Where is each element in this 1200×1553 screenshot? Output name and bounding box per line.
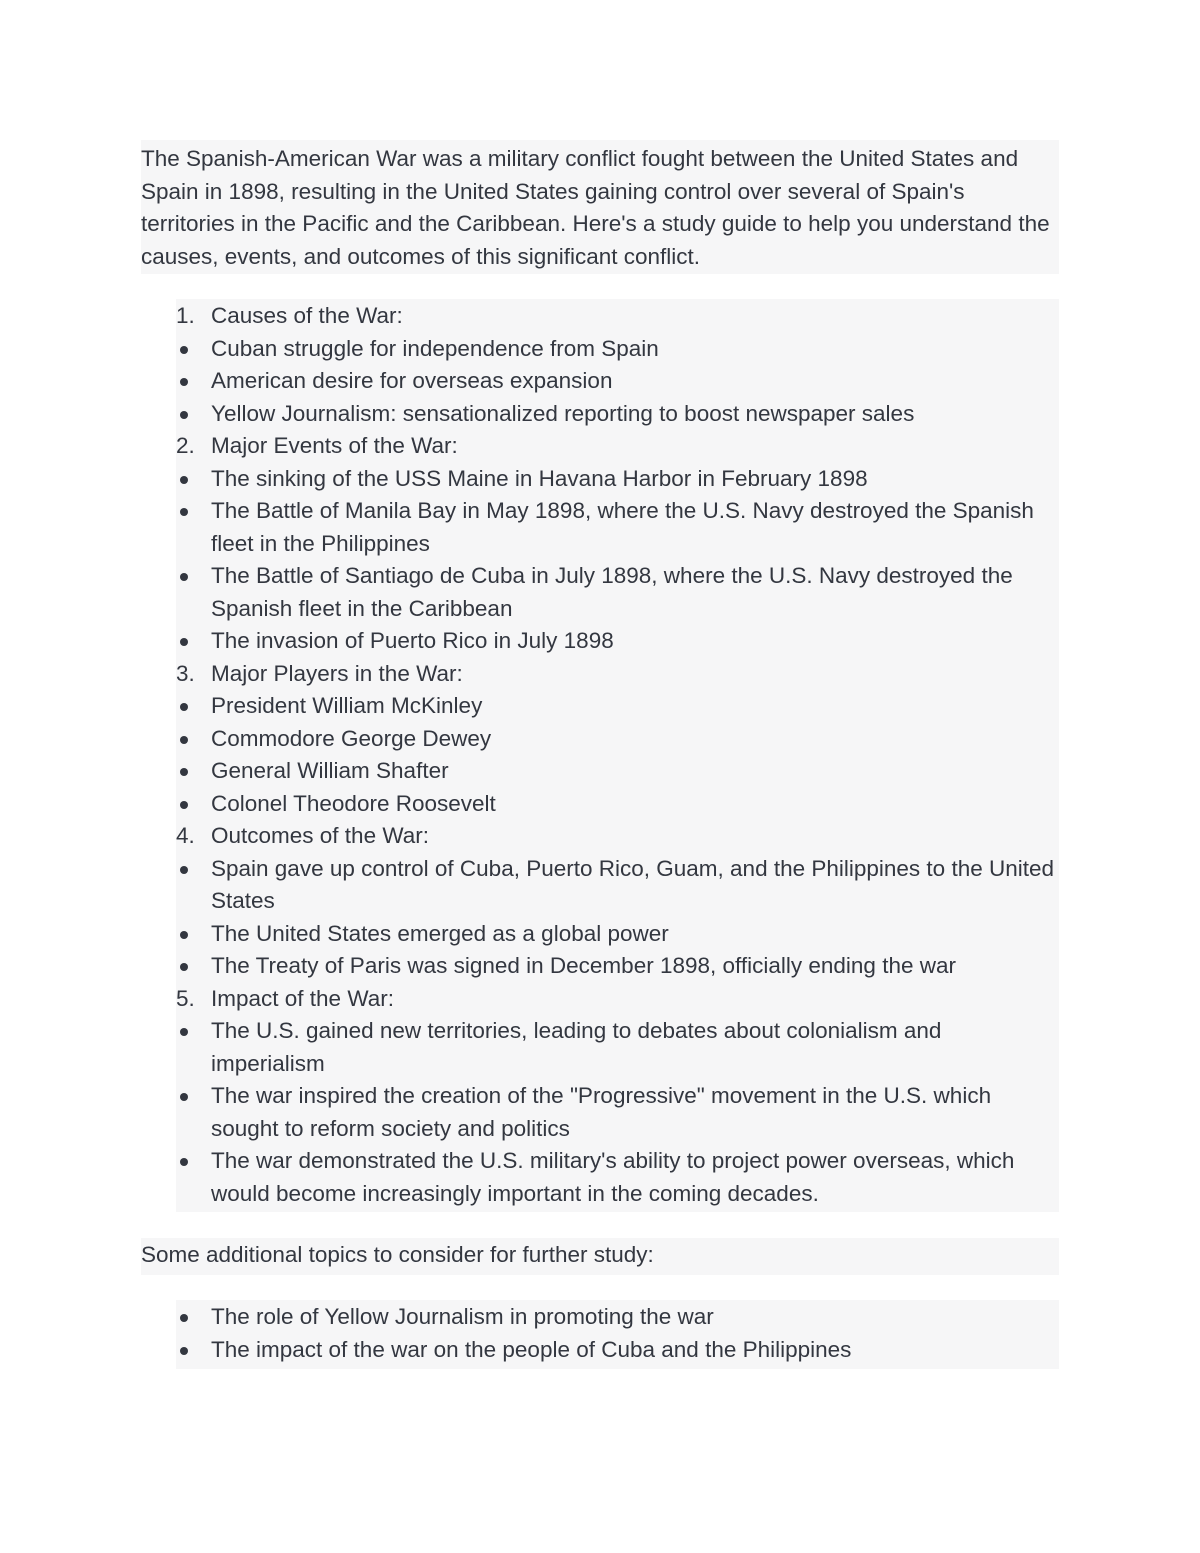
list-item-text: The United States emerged as a global power xyxy=(211,920,669,946)
bullet-list-item xyxy=(176,1145,1059,1210)
further-study-list-block xyxy=(176,1300,1059,1369)
bullet-list-item xyxy=(176,625,1059,658)
list-item-text: Commodore George Dewey xyxy=(211,725,492,751)
study-guide-list-block xyxy=(176,299,1059,1212)
bullet-list-item xyxy=(176,853,1059,918)
list-item-text: Yellow Journalism: sensationalized reporting to boost newspaper sales xyxy=(211,400,915,426)
list-item-text: General William Shafter xyxy=(211,758,449,783)
intro-paragraph-block xyxy=(141,140,1059,274)
list-item-text: Colonel Theodore Roosevelt xyxy=(211,790,496,816)
numbered-list-item xyxy=(176,820,1059,853)
numbered-list-item xyxy=(176,658,1059,691)
bullet-list-item xyxy=(176,560,1059,625)
bullet-list-item xyxy=(176,950,1059,983)
list-item-text: President William McKinley xyxy=(211,693,483,718)
study-guide-list xyxy=(176,299,1059,1210)
intro-paragraph: The Spanish-American War was a military conflict fought between the United States and Spain in 1898, resulting in the United States gaining control over several of Spain's territories in the Pacific and the Caribbean. Here's a study guide to help you understand the causes, events, and outcomes of this significant conflict. xyxy=(141,146,1050,269)
list-item-text: Outcomes of the War: xyxy=(211,823,429,848)
list-number: 1. xyxy=(176,303,195,328)
bullet-list-item xyxy=(176,788,1059,821)
list-number: 2. xyxy=(176,433,195,458)
bullet-list-item xyxy=(176,1080,1059,1145)
list-item-text: The role of Yellow Journalism in promoting the war xyxy=(211,1304,714,1329)
bullet-list-item xyxy=(176,1015,1059,1080)
list-item-text: Cuban struggle for independence from Spain xyxy=(211,335,659,361)
bullet-list-item xyxy=(176,365,1059,398)
list-item-text: The sinking of the USS Maine in Havana Harbor in February 1898 xyxy=(211,465,868,491)
list-item-text: Major Events of the War: xyxy=(211,433,458,458)
list-item-text: Causes of the War: xyxy=(211,303,403,328)
bullet-list-item xyxy=(176,495,1059,560)
list-item-text: The Treaty of Paris was signed in December 1898, officially ending the war xyxy=(211,953,956,978)
list-number: 4. xyxy=(176,823,195,848)
numbered-list-item xyxy=(176,983,1059,1016)
list-item-text: The war demonstrated the U.S. military's ability to project power overseas, which would become increasingly important in the coming decades. xyxy=(211,1148,1015,1206)
list-item-text: The Battle of Manila Bay in May 1898, where the U.S. Navy destroyed the Spanish fleet in the Philippines xyxy=(211,498,1034,556)
further-study-heading: Some additional topics to consider for further study: xyxy=(141,1242,654,1267)
list-number: 3. xyxy=(176,660,195,686)
list-item-text: The war inspired the creation of the "Progressive" movement in the U.S. which sought to reform society and politics xyxy=(211,1083,992,1141)
bullet-list-item xyxy=(176,1301,1059,1334)
bullet-list-item xyxy=(176,723,1059,756)
bullet-list-item xyxy=(176,690,1059,723)
list-item-text: The U.S. gained new territories, leading to debates about colonialism and imperialism xyxy=(211,1018,942,1076)
bullet-list-item xyxy=(176,463,1059,496)
bullet-list-item xyxy=(176,398,1059,431)
bullet-list-item xyxy=(176,1334,1059,1367)
bullet-list-item xyxy=(176,918,1059,951)
list-item-text: The impact of the war on the people of Cuba and the Philippines xyxy=(211,1336,852,1362)
further-study-list xyxy=(176,1300,1059,1366)
bullet-list-item xyxy=(176,333,1059,366)
list-number: 5. xyxy=(176,985,195,1011)
list-item-text: Impact of the War: xyxy=(211,985,394,1011)
list-item-text: Major Players in the War: xyxy=(211,660,463,686)
numbered-list-item xyxy=(176,430,1059,463)
list-item-text: American desire for overseas expansion xyxy=(211,368,613,393)
list-item-text: The invasion of Puerto Rico in July 1898 xyxy=(211,628,614,653)
numbered-list-item xyxy=(176,300,1059,333)
list-item-text: Spain gave up control of Cuba, Puerto Rico, Guam, and the Philippines to the United States xyxy=(211,855,1055,913)
bullet-list-item xyxy=(176,755,1059,788)
further-study-heading-block xyxy=(141,1238,1059,1275)
list-item-text: The Battle of Santiago de Cuba in July 1898, where the U.S. Navy destroyed the Spanish fleet in the Caribbean xyxy=(211,563,1013,621)
